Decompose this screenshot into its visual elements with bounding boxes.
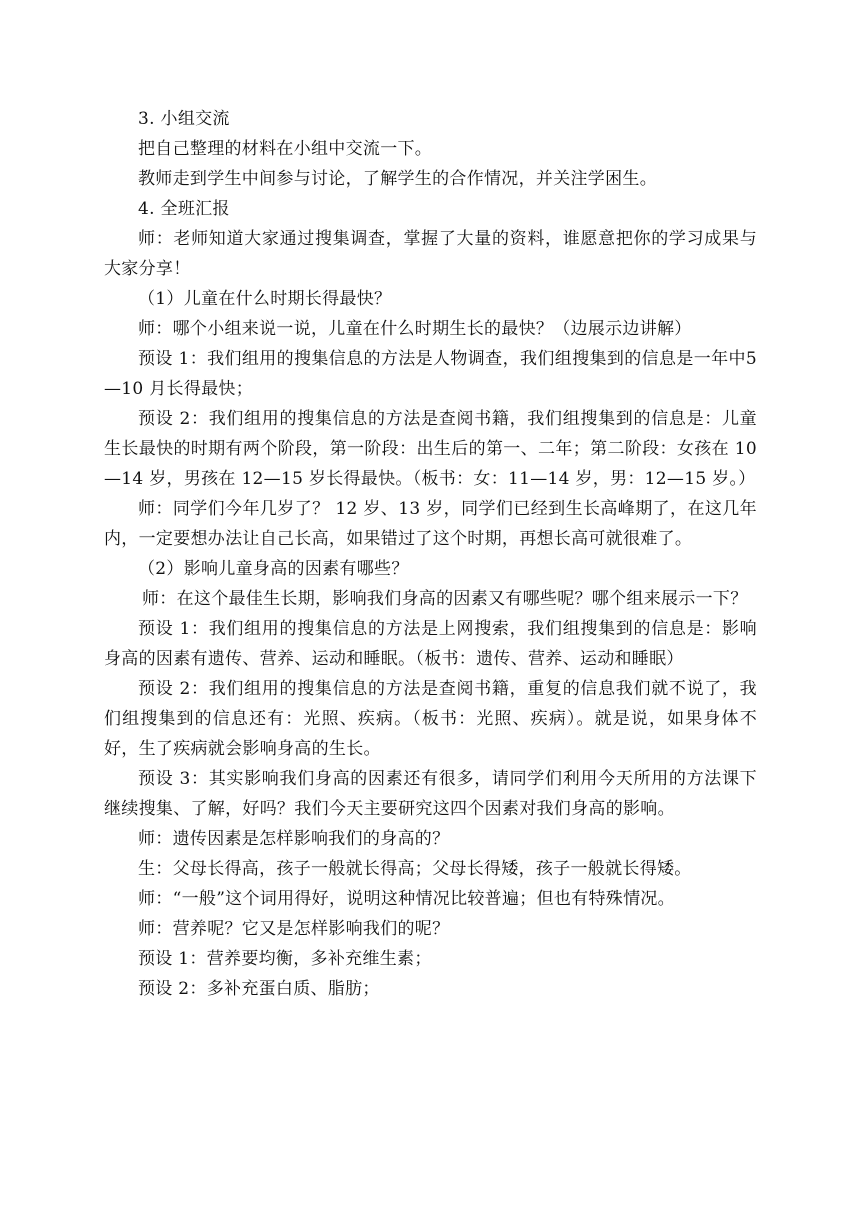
- heading-group-discussion: 3. 小组交流: [138, 109, 230, 129]
- paragraph: 师：“一般”这个词用得好，说明这种情况比较普遍；但也有特殊情况。: [138, 889, 675, 909]
- paragraph: 师：遗传因素是怎样影响我们的身高的？: [138, 829, 450, 849]
- paragraph: 生：父母长得高，孩子一般就长得高；父母长得矮，孩子一般就长得矮。: [138, 859, 692, 879]
- paragraph: 预设 2：多补充蛋白质、脂肪；: [138, 979, 380, 999]
- paragraph: 预设 2：我们组用的搜集信息的方法是查阅书籍，重复的信息我们就不说了，我们组搜集到的信息还有：光照、疾病。（板书：光照、疾病）。就是说，如果身体不好，生了疾病就会影响身高的生长。: [104, 679, 757, 759]
- paragraph: 师：营养呢？它又是怎样影响我们的呢？: [138, 919, 450, 939]
- paragraph: 师：在这个最佳生长期，影响我们身高的因素又有哪些呢？哪个组来展示一下？: [142, 589, 748, 609]
- paragraph: 预设 1：我们组用的搜集信息的方法是人物调查，我们组搜集到的信息是一年中5—10 月长得最快；: [104, 349, 757, 399]
- paragraph: 预设 1：我们组用的搜集信息的方法是上网搜索，我们组搜集到的信息是：影响身高的因素有遗传、营养、运动和睡眠。（板书：遗传、营养、运动和睡眠）: [104, 619, 757, 669]
- paragraph: 师：同学们今年几岁了？ 12 岁、13 岁，同学们已经到生长高峰期了，在这几年内，一定要想办法让自己长高，如果错过了这个时期，再想长高可就很难了。: [104, 499, 757, 549]
- subheading-growth-period: （1）儿童在什么时期长得最快？: [138, 289, 392, 309]
- paragraph: 师：哪个小组来说一说，儿童在什么时期生长的最快？（边展示边讲解）: [138, 319, 692, 339]
- paragraph: 教师走到学生中间参与讨论，了解学生的合作情况，并关注学困生。: [138, 169, 657, 189]
- paragraph: 把自己整理的材料在小组中交流一下。: [138, 139, 433, 159]
- paragraph: 师：老师知道大家通过搜集调查，掌握了大量的资料，谁愿意把你的学习成果与大家分享！: [104, 229, 757, 279]
- paragraph: 预设 3：其实影响我们身高的因素还有很多，请同学们利用今天所用的方法课下继续搜集、了解，好吗？我们今天主要研究这四个因素对我们身高的影响。: [104, 769, 757, 819]
- paragraph: 预设 1：营养要均衡，多补充维生素；: [138, 949, 432, 969]
- paragraph: 预设 2：我们组用的搜集信息的方法是查阅书籍，我们组搜集到的信息是：儿童生长最快的时期有两个阶段，第一阶段：出生后的第一、二年；第二阶段：女孩在 10—14 岁，男孩在 12—15 岁长得最快。（板书：女：11—14 岁，男：12—15 岁。）: [104, 409, 757, 489]
- heading-class-report: 4. 全班汇报: [138, 199, 230, 219]
- document-body: [104, 104, 757, 1004]
- subheading-height-factors: （2）影响儿童身高的因素有哪些？: [138, 559, 409, 579]
